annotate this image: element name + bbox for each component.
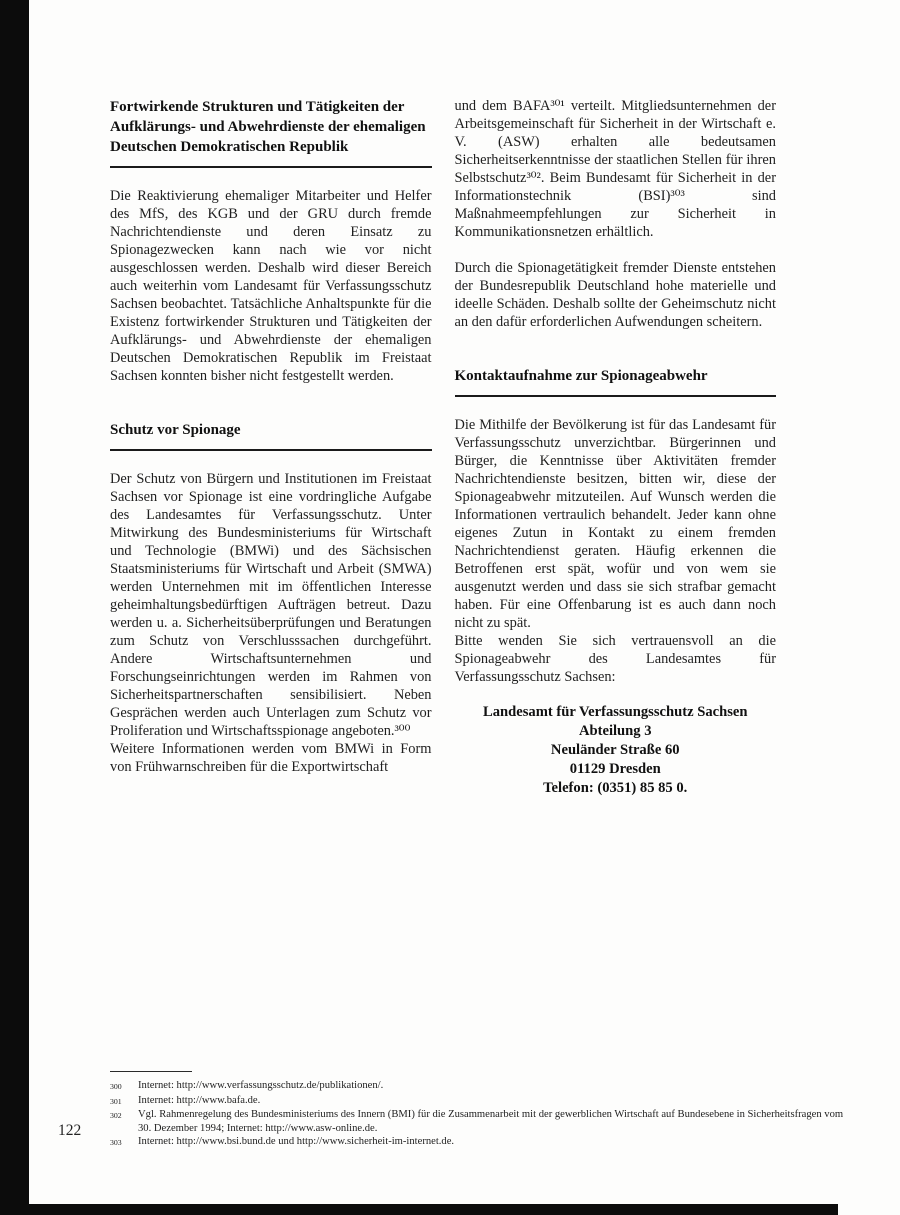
footnote-text: Internet: http://www.bsi.bund.de und http://www.sicherheit-im-internet.de. — [138, 1136, 455, 1148]
body-paragraph: und dem BAFA³⁰¹ verteilt. Mitgliedsunternehmen der Arbeitsgemeinschaft für Sicherheit in der Wirtschaft e. V. (ASW) erhalten alle bedeutsamen Sicherheitserkenntnisse der staatlichen Stellen für ihren Selbstschutz³⁰². Beim Bundesamt für Sicherheit in der Informationstechnik (BSI)³⁰³ sind Maßnahmeempfehlungen zur Sicherheit in Kommunikationsnetzen erhältlich. — [454, 98, 776, 240]
footnote-item — [110, 1094, 852, 1109]
page-number: 122 — [58, 1122, 82, 1139]
footnote-text: Internet: http://www.bafa.de. — [138, 1094, 261, 1106]
scan-bottom-black-bar — [0, 1204, 838, 1215]
body-paragraph: Durch die Spionagetätigkeit fremder Dienste entstehen der Bundesrepublik Deutschland hohe materielle und ideelle Schäden. Deshalb sollte der Geheimschutz nicht an den dafür erforderlichen Aufwendungen scheitern. — [454, 260, 776, 330]
footnote-item — [110, 1079, 852, 1094]
column-right — [455, 97, 777, 798]
footnote-text: Internet: http://www.verfassungsschutz.de/publikationen/. — [138, 1080, 384, 1091]
scan-left-black-bar — [0, 0, 29, 1215]
footnote-marker: 300 — [110, 1082, 122, 1091]
body-paragraph: Weitere Informationen werden vom BMWi in Form von Frühwarnschreiben für die Exportwirtschaft — [110, 741, 432, 776]
body-paragraph: Der Schutz von Bürgern und Institutionen im Freistaat Sachsen vor Spionage ist eine vordringliche Aufgabe des Landesamtes für Verfassungsschutz. Unter Mitwirkung des Bundesministeriums für Wirtschaft und Technologie (BMWi) und des Sächsischen Staatsministeriums für Wirtschaft und Arbeit (SMWA) werden Unternehmen mit im öffentlichen Interesse geheimhaltungsbedürftigen Aufträgen betreut. Dazu werden u. a. Sicherheitsüberprüfungen und Beratungen zum Schutz von Verschlusssachen durchgeführt. Andere Wirtschaftsunternehmen und Forschungseinrichtungen werden im Rahmen von Sicherheitspartnerschaften sensibilisiert. Neben Gesprächen werden auch Unterlagen zum Schutz vor Proliferation und Wirtschaftsspionage angeboten.³⁰⁰ — [110, 471, 432, 740]
contact-line-department: Abteilung 3 — [578, 723, 652, 740]
column-left — [110, 97, 432, 798]
contact-line-phone: Telefon: (0351) 85 85 0. — [543, 780, 688, 797]
footnote-separator — [110, 1071, 192, 1072]
contact-line-city: 01129 Dresden — [569, 761, 661, 778]
footnote-item — [110, 1135, 852, 1150]
footnote-marker: 302 — [110, 1111, 122, 1121]
footnotes-section — [110, 1071, 852, 1150]
body-paragraph: Die Reaktivierung ehemaliger Mitarbeiter und Helfer des MfS, des KGB und der GRU durch fremde Nachrichtendienste und deren Einsatz zu Spionagezwecken kann nach wie vor nicht ausgeschlossen werden. Deshalb wird dieser Bereich auch weiterhin vom Landesamt für Verfassungsschutz Sachsen beobachtet. Tatsächliche Anhaltspunkte für die Existenz fortwirkender Strukturen und Tätigkeiten der Aufklärungs- und Abwehrdienste der ehemaligen Deutschen Demokratischen Republik im Freistaat Sachsen konnten bisher nicht festgestellt werden. — [110, 188, 432, 385]
footnote-marker: 301 — [110, 1096, 122, 1106]
section-heading-kontaktaufnahme: Kontaktaufnahme zur Spionageabwehr — [455, 366, 777, 397]
content-columns — [110, 97, 776, 798]
contact-line-street: Neuländer Straße 60 — [550, 742, 680, 759]
section-heading-fortwirkende-strukturen: Fortwirkende Strukturen und Tätigkeiten der Aufklärungs- und Abwehrdienste der ehemaligen Deutschen Demokratischen Republik — [110, 97, 432, 168]
contact-block — [455, 703, 777, 798]
footnote-item — [110, 1108, 852, 1135]
section-heading-schutz-vor-spionage: Schutz vor Spionage — [110, 420, 432, 451]
body-paragraph: Die Mithilfe der Bevölkerung ist für das Landesamt für Verfassungsschutz unverzichtbar. Bürgerinnen und Bürger, die Kenntnisse über Aktivitäten fremder Nachrichtendienste besitzen, bitten wir, diese der Spionageabwehr mitzuteilen. Auf Wunsch werden die Informationen vertraulich behandelt. Jeder kann ohne eigenes Zutun in Kontakt zu einem fremden Nachrichtendienst geraten. Häufig erkennen die Betroffenen erst spät, wofür und von wem sie ausgenutzt werden und dass sie sich strafbar gemacht haben. Für eine Offenbarung ist es auch dann noch nicht zu spät. — [454, 417, 776, 632]
contact-line-name: Landesamt für Verfassungsschutz Sachsen — [483, 704, 748, 721]
footnote-text: Vgl. Rahmenregelung des Bundesministeriums des Innern (BMI) für die Zusammenarbeit mit der gewerblichen Wirtschaft auf Bundesebene in Sicherheitsfragen vom 30. Dezember 1994; Internet: http://www.asw-online.de. — [138, 1109, 844, 1134]
body-paragraph: Bitte wenden Sie sich vertrauensvoll an die Spionageabwehr des Landesamtes für Verfassungsschutz Sachsen: — [454, 633, 776, 686]
footnote-marker: 303 — [110, 1138, 122, 1148]
